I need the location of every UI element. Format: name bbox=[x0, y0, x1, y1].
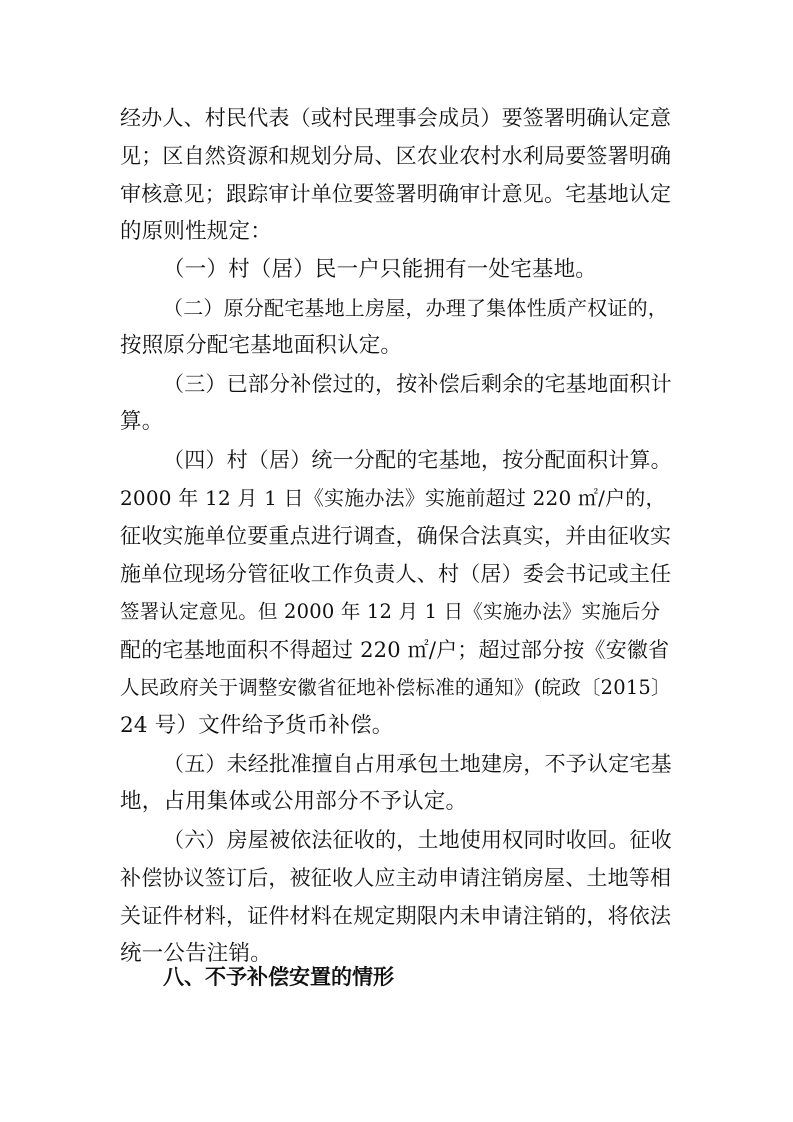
text-line-13: 施单位现场分管征收工作负责人、村（居）委会书记或主任 bbox=[120, 562, 672, 586]
text-line-2: 见；区自然资源和规划分局、区农业农村水利局要签署明确 bbox=[120, 144, 672, 168]
text-line-18: （五）未经批准擅自占用承包土地建房，不予认定宅基 bbox=[163, 752, 672, 776]
text-line-15: 配的宅基地面积不得超过 220 ㎡/户；超过部分按《安徽省 bbox=[120, 638, 670, 662]
text-line-7: 按照原分配宅基地面积认定。 bbox=[120, 333, 403, 358]
text-line-23: 统一公告注销。 bbox=[120, 941, 272, 966]
text-line-10: （四）村（居）统一分配的宅基地，按分配面积计算。 bbox=[163, 448, 672, 472]
text-line-6: （二）原分配宅基地上房屋，办理了集体性质产权证的， bbox=[163, 296, 668, 320]
text-line-20: （六）房屋被依法征收的，土地使用权同时收回。征收 bbox=[163, 828, 672, 852]
text-line-16: 人民政府关于调整安徽省征地补偿标准的通知》(皖政〔2015〕 bbox=[120, 676, 671, 699]
text-line-1: 经办人、村民代表（或村民理事会成员）要签署明确认定意 bbox=[120, 106, 672, 130]
text-line-3: 审核意见；跟踪审计单位要签署明确审计意见。宅基地认定 bbox=[120, 182, 672, 206]
text-line-22: 关证件材料，证件材料在规定期限内未申请注销的，将依法 bbox=[120, 904, 672, 928]
text-line-9: 算。 bbox=[120, 409, 164, 434]
text-line-17: 24 号）文件给予货币补偿。 bbox=[120, 713, 394, 738]
text-line-8: （三）已部分补偿过的，按补偿后剩余的宅基地面积计 bbox=[163, 372, 672, 396]
section-heading: 八、不予补偿安置的情形 bbox=[163, 965, 394, 989]
text-line-5: （一）村（居）民一户只能拥有一处宅基地。 bbox=[163, 257, 598, 282]
text-line-4: 的原则性规定： bbox=[120, 219, 272, 244]
text-line-12: 征收实施单位要重点进行调查，确保合法真实，并由征收实 bbox=[120, 524, 672, 548]
text-line-19: 地，占用集体或公用部分不予认定。 bbox=[120, 789, 468, 814]
text-line-11: 2000 年 12 月 1 日《实施办法》实施前超过 220 ㎡/户的， bbox=[120, 486, 666, 510]
text-line-14: 签署认定意见。但 2000 年 12 月 1 日《实施办法》实施后分 bbox=[120, 600, 661, 623]
text-line-21: 补偿协议签订后，被征收人应主动申请注销房屋、土地等相 bbox=[120, 866, 672, 890]
